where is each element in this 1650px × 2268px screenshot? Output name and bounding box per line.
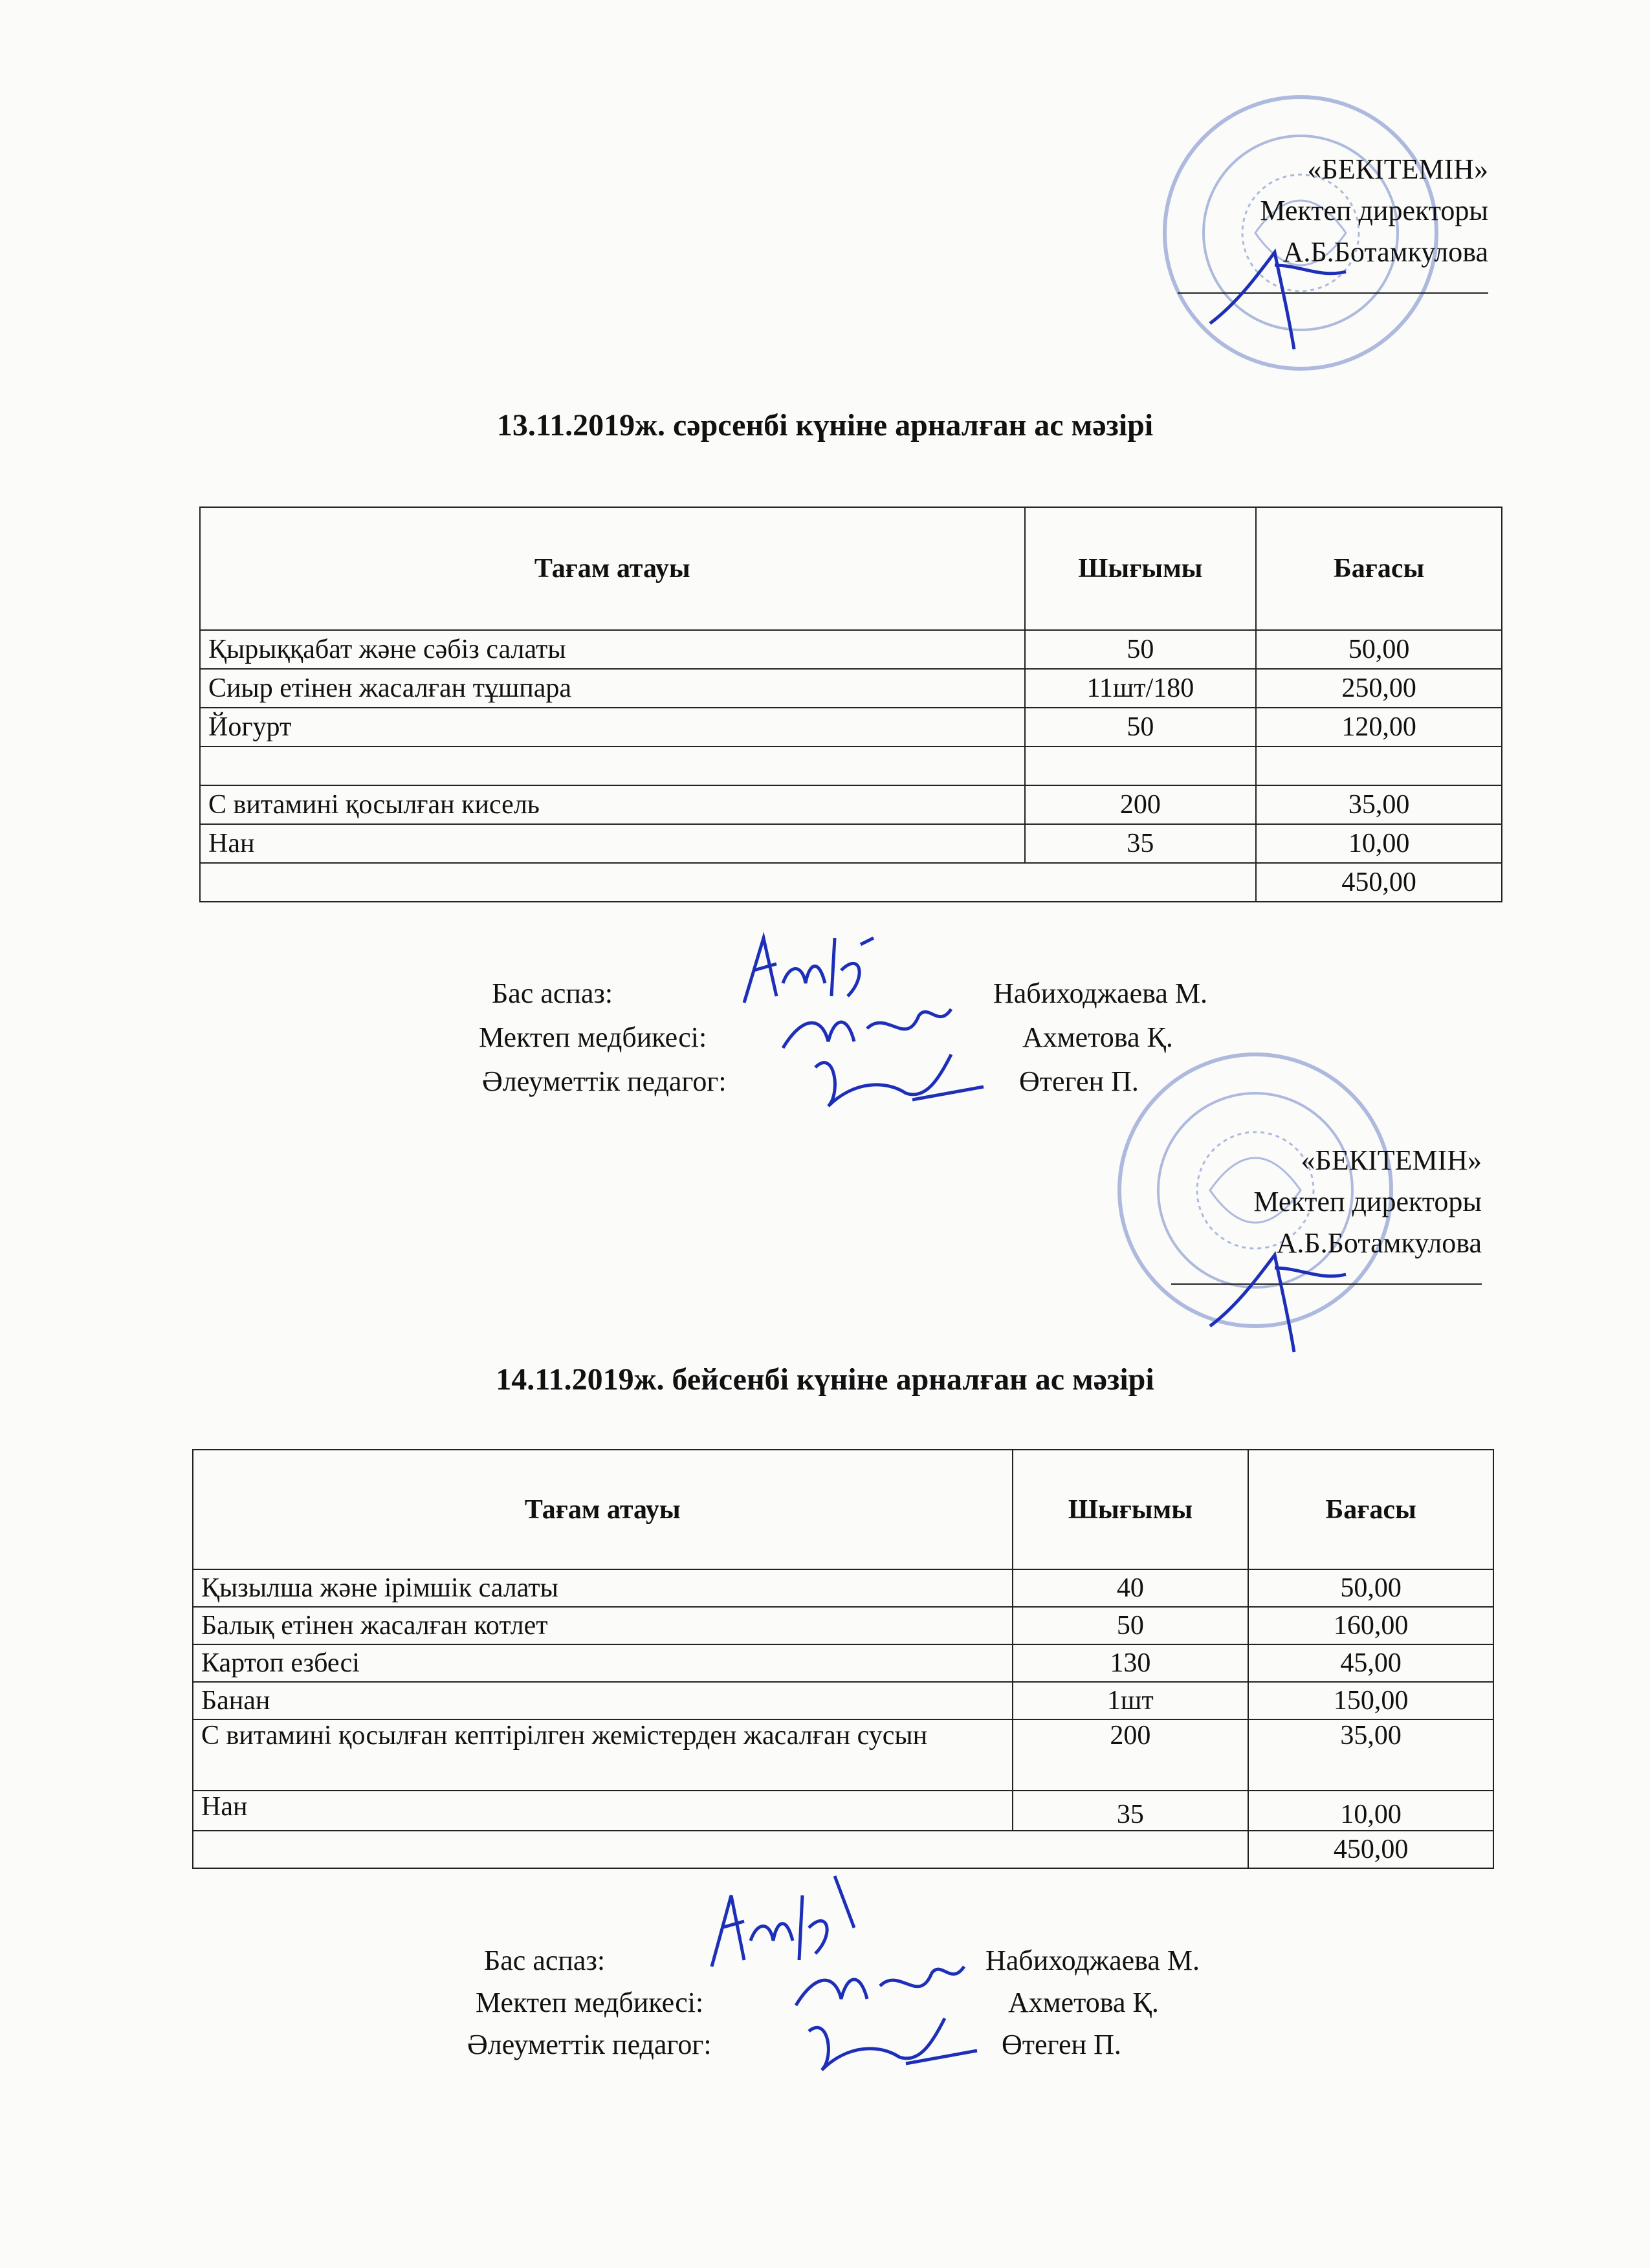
dish-output: 200 <box>1013 1719 1249 1791</box>
signature-role: Бас аспаз: <box>484 1945 606 1976</box>
dish-output <box>1025 747 1257 785</box>
pedagogue-signature <box>809 1041 990 1119</box>
approval-signature-line <box>1171 1264 1482 1285</box>
dish-name: Сиыр етінен жасалған тұшпара <box>200 669 1025 708</box>
header-price: Бағасы <box>1248 1450 1493 1569</box>
menu-table <box>199 507 1502 902</box>
dish-name: С витамині қосылған кептірілген жемістерден жасалған сусын <box>193 1719 1013 1791</box>
table-row <box>193 1791 1493 1831</box>
dish-price: 35,00 <box>1256 785 1502 824</box>
table-row <box>193 1682 1493 1719</box>
dish-price: 160,00 <box>1248 1607 1493 1644</box>
dish-price: 50,00 <box>1256 630 1502 669</box>
chef-signature <box>738 925 886 1016</box>
dish-price: 10,00 <box>1256 824 1502 863</box>
dish-output: 50 <box>1025 708 1257 747</box>
dish-output: 50 <box>1025 630 1257 669</box>
approval-title: «БЕКІТЕМІН» <box>1307 153 1488 185</box>
approval-name: А.Б.Ботамкулова <box>1282 236 1488 268</box>
header-dish-name: Тағам атауы <box>200 507 1025 630</box>
dish-name: Нан <box>193 1791 1013 1831</box>
dish-output: 35 <box>1013 1791 1249 1831</box>
menu-table <box>192 1449 1494 1869</box>
dish-name: Қызылша және ірімшік салаты <box>193 1569 1013 1607</box>
approval-role: Мектеп директоры <box>1260 195 1488 226</box>
table-total-row <box>200 863 1502 902</box>
table-row <box>193 1569 1493 1607</box>
table-total-row <box>193 1831 1493 1868</box>
header-output: Шығымы <box>1025 507 1257 630</box>
dish-price: 45,00 <box>1248 1644 1493 1682</box>
signature-role: Мектеп медбикесі: <box>479 1021 707 1053</box>
approval-name: А.Б.Ботамкулова <box>1276 1227 1482 1259</box>
menu-title: 14.11.2019ж. бейсенбі күніне арналған ас мәзірі <box>496 1362 1154 1397</box>
table-row <box>193 1607 1493 1644</box>
approval-role: Мектеп директоры <box>1253 1186 1482 1217</box>
table-row <box>200 630 1502 669</box>
menu-title: 13.11.2019ж. сәрсенбі күніне арналған ас мәзірі <box>496 408 1154 442</box>
approval-block <box>1029 1140 1482 1285</box>
total-label-cell <box>193 1831 1248 1868</box>
signature-name: Өтеген П. <box>1002 2029 1121 2060</box>
table-row <box>193 1644 1493 1682</box>
table-row <box>200 708 1502 747</box>
signature-role: Бас аспаз: <box>492 977 613 1009</box>
dish-name: С витамині қосылған кисель <box>200 785 1025 824</box>
dish-output: 1шт <box>1013 1682 1249 1719</box>
header-dish-name: Тағам атауы <box>193 1450 1013 1569</box>
dish-price: 250,00 <box>1256 669 1502 708</box>
dish-name: Балық етінен жасалған котлет <box>193 1607 1013 1644</box>
dish-output: 200 <box>1025 785 1257 824</box>
dish-price: 120,00 <box>1256 708 1502 747</box>
dish-name <box>200 747 1025 785</box>
dish-name: Банан <box>193 1682 1013 1719</box>
header-price: Бағасы <box>1256 507 1502 630</box>
table-row-blank <box>200 747 1502 785</box>
table-row <box>193 1719 1493 1791</box>
dish-price: 150,00 <box>1248 1682 1493 1719</box>
dish-price: 35,00 <box>1248 1719 1493 1791</box>
signature-name: Набиходжаева М. <box>993 977 1207 1009</box>
signature-name: Өтеген П. <box>1019 1065 1139 1097</box>
table-row <box>200 824 1502 863</box>
dish-name: Нан <box>200 824 1025 863</box>
table-row <box>200 785 1502 824</box>
total-price: 450,00 <box>1248 1831 1493 1868</box>
dish-output: 50 <box>1013 1607 1249 1644</box>
total-label-cell <box>200 863 1256 902</box>
approval-title: «БЕКІТЕМІН» <box>1301 1144 1482 1176</box>
pedagogue-signature <box>802 2012 984 2083</box>
approval-block <box>1035 149 1488 294</box>
nurse-signature <box>789 1954 971 2025</box>
dish-output: 130 <box>1013 1644 1249 1682</box>
signature-name: Набиходжаева М. <box>985 1945 1200 1976</box>
table-row <box>200 669 1502 708</box>
signature-role: Мектеп медбикесі: <box>476 1987 704 2018</box>
dish-output: 11шт/180 <box>1025 669 1257 708</box>
dish-price: 10,00 <box>1248 1791 1493 1831</box>
dish-price <box>1256 747 1502 785</box>
total-price: 450,00 <box>1256 863 1502 902</box>
signature-role: Әлеуметтік педагог: <box>482 1065 727 1097</box>
approval-signature-line <box>1178 273 1488 294</box>
header-output: Шығымы <box>1013 1450 1249 1569</box>
dish-name: Йогурт <box>200 708 1025 747</box>
nurse-signature <box>776 990 958 1067</box>
dish-name: Картоп езбесі <box>193 1644 1013 1682</box>
dish-price: 50,00 <box>1248 1569 1493 1607</box>
dish-output: 35 <box>1025 824 1257 863</box>
dish-name: Қырыққабат және сәбіз салаты <box>200 630 1025 669</box>
signature-name: Ахметова Қ. <box>1022 1021 1173 1053</box>
signature-role: Әлеуметтік педагог: <box>467 2029 712 2060</box>
chef-signature <box>705 1870 874 1979</box>
dish-output: 40 <box>1013 1569 1249 1607</box>
signature-name: Ахметова Қ. <box>1008 1987 1159 2018</box>
